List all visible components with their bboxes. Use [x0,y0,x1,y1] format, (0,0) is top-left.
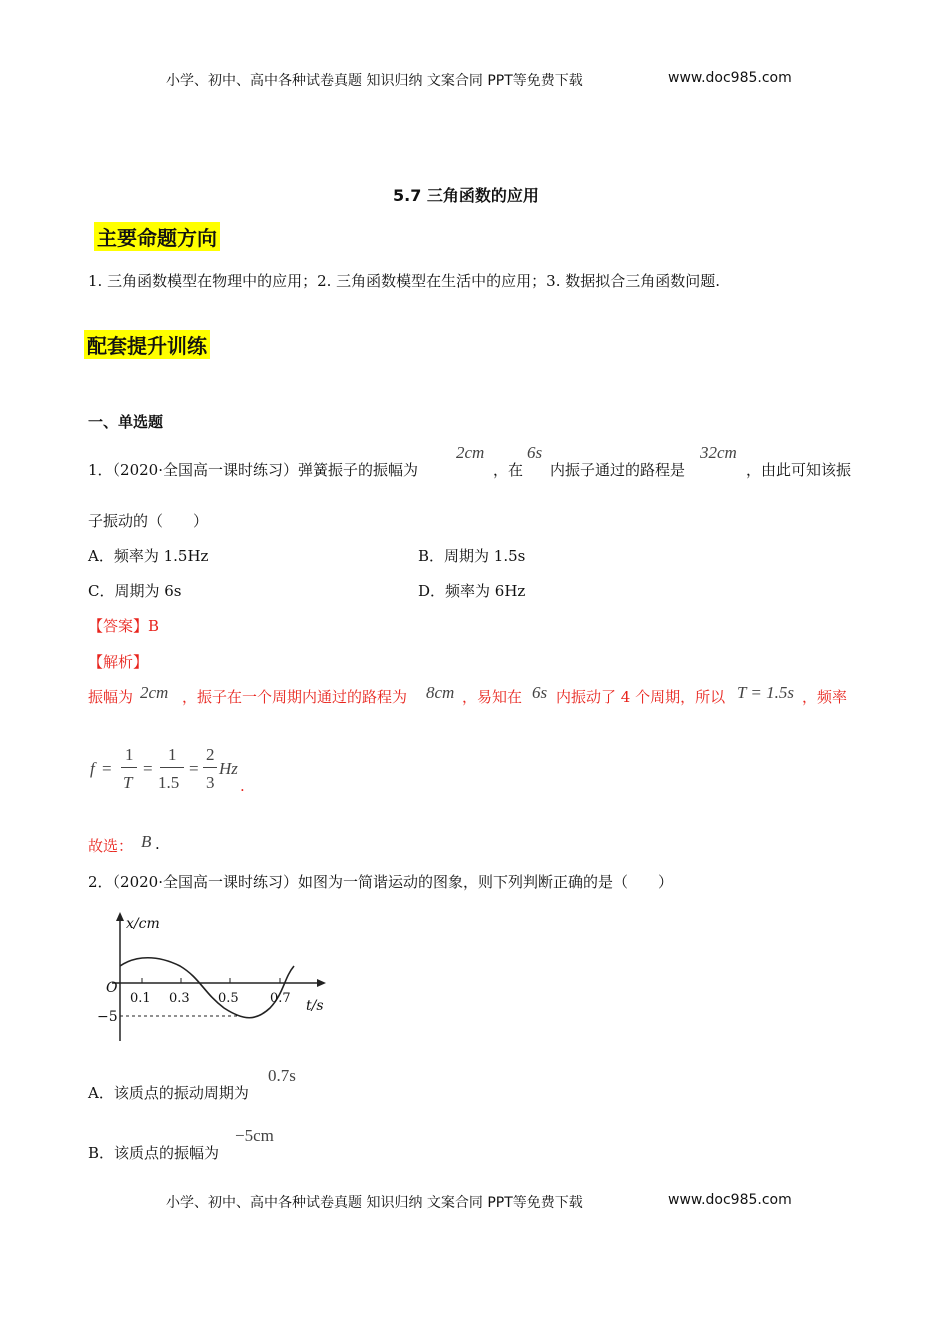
q2-option-b-math: −5cm [235,1126,274,1145]
formula-num-1: 1 [125,745,134,764]
q1-math-amplitude: 2cm [456,443,485,462]
x-axis-label: t/s [306,998,324,1014]
q1-stem-part: ，在 [493,461,524,479]
q1-explanation-math: 6s [532,683,548,702]
header-url[interactable]: www.doc985.com [668,70,792,86]
formula-den-3: 3 [206,773,215,792]
q1-option-a[interactable]: A．频率为 1.5Hz [88,547,209,565]
q2-option-a-math: 0.7s [268,1066,296,1085]
q1-stem-part: 内振子通过的路程是 [550,461,686,479]
q1-option-c[interactable]: C．周期为 6s [88,582,182,600]
q1-explanation-part: ，频率 [802,688,848,706]
y-axis-arrow [116,912,124,921]
footer-text: 小学、初中、高中各种试卷真题 知识归纳 文案合同 PPT等免费下载 [166,1195,583,1211]
formula-equals: = [143,759,153,778]
page-title: 5.7 三角函数的应用 [393,186,539,205]
q1-stem-part: ，由此可知该振 [746,461,852,479]
q1-analysis-label: 【解析】 [88,653,149,671]
formula-equals: = [189,759,199,778]
q1-stem-part: 1．（2020·全国高一课时练习）弹簧振子的振幅为 [88,461,418,479]
x-tick-label: 0.7 [270,991,291,1006]
q1-explanation-math: 2cm [140,683,169,702]
q2-stem: 2．（2020·全国高一课时练习）如图为一简谐运动的图象，则下列判断正确的是（ ） [88,873,673,891]
header-text: 小学、初中、高中各种试卷真题 知识归纳 文案合同 PPT等免费下载 [166,73,583,89]
formula-num-2: 2 [206,745,215,764]
q1-choose-label: 故选： [88,837,134,855]
y-tick-label: −5 [97,1009,118,1025]
q2-option-a[interactable]: A．该质点的振动周期为 [88,1084,249,1102]
x-tick-label: 0.5 [218,991,239,1006]
formula-den-T: T [123,773,133,792]
part-heading-single-choice: 一、单选题 [88,413,164,431]
q1-choose-value: B [141,832,152,851]
q1-explanation-part: ，易知在 [462,688,523,706]
fraction-bar [203,767,217,768]
footer-url[interactable]: www.doc985.com [668,1192,792,1208]
q1-option-d[interactable]: D．频率为 6Hz [418,582,526,600]
q2-option-b[interactable]: B．该质点的振幅为 [88,1144,220,1162]
section-text-directions: 1. 三角函数模型在物理中的应用；2. 三角函数模型在生活中的应用；3. 数据拟合三角函数问题. [88,272,721,290]
q1-math-time: 6s [527,443,543,462]
fraction-bar [121,767,137,768]
x-tick-label: 0.1 [130,991,151,1006]
q1-math-path: 32cm [700,443,737,462]
y-axis-label: x/cm [126,916,160,932]
q1-stem-part: 子振动的（ ） [88,512,209,530]
section-heading-main-directions: 主要命题方向 [94,222,220,251]
fraction-bar [160,767,184,768]
formula-equals: = [102,759,112,778]
q1-choose-dot: . [155,835,160,853]
q1-frequency-formula [88,742,258,798]
q1-explanation-math: T = 1.5s [737,683,794,702]
x-axis-arrow [317,979,326,987]
formula-f: f [90,759,95,778]
x-tick-label: 0.3 [169,991,190,1006]
q1-explanation-part: ，振子在一个周期内通过的路程为 [182,688,408,706]
formula-end-dot: . [240,777,245,795]
q1-option-b[interactable]: B．周期为 1.5s [418,547,526,565]
formula-unit: Hz [219,759,238,778]
formula-den-15: 1.5 [158,773,180,792]
origin-label: O [106,980,118,996]
q2-graph [88,908,338,1048]
section-heading-training: 配套提升训练 [84,330,210,359]
q1-answer: 【答案】B [88,617,160,635]
q1-explanation-part: 内振动了 4 个周期，所以 [556,688,726,706]
formula-num-1b: 1 [168,745,177,764]
displacement-curve [120,958,294,1018]
q1-explanation-part: 振幅为 [88,688,134,706]
q1-explanation-math: 8cm [426,683,455,702]
